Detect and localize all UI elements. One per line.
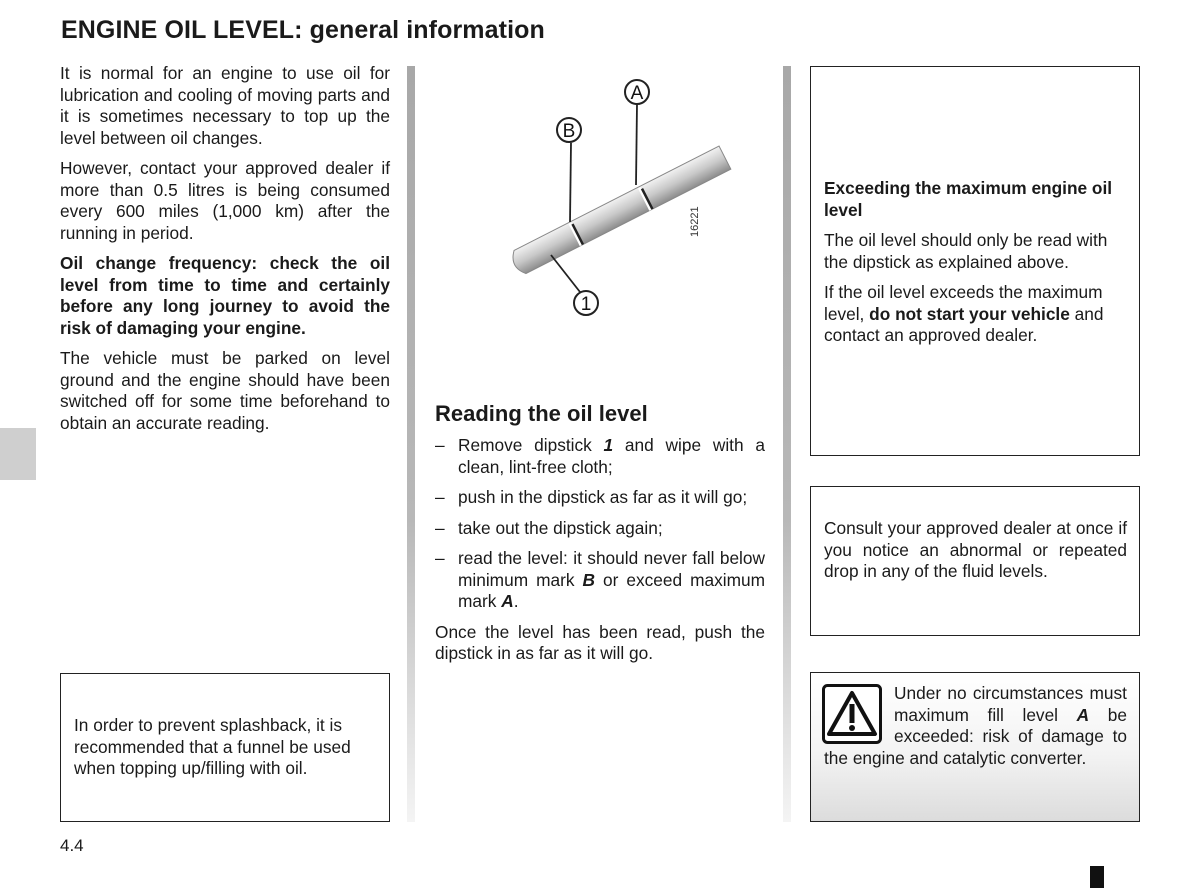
- warning-text-start: Under no circumstances must maximum fill level: [894, 683, 1127, 725]
- step-3-text: take out the dipstick again;: [458, 517, 663, 538]
- oil-change-frequency-note: Oil change frequency: check the oil level from time to time and certainly before any long journey to avoid the risk of damaging your engine.: [60, 253, 390, 338]
- page-corner-mark: [1090, 866, 1104, 888]
- figure-reference-code: 16221: [689, 206, 701, 237]
- step-dash: –: [435, 435, 445, 455]
- column-divider-2: [783, 66, 791, 822]
- label-a: A: [630, 83, 644, 104]
- funnel-note-text: In order to prevent splashback, it is recommended that a funnel be used when topping up/filling with oil.: [74, 715, 351, 778]
- column-divider-1: [407, 66, 415, 822]
- step-dash: –: [435, 487, 445, 507]
- step-item: [435, 548, 765, 613]
- step-dash: –: [435, 548, 445, 568]
- exceeding-heading: Exceeding the maximum engine oil level: [824, 178, 1113, 220]
- reading-steps: [435, 435, 765, 674]
- step-dash: –: [435, 517, 445, 538]
- mark-a-ref: A: [501, 591, 514, 611]
- step-1-text-end: and wipe with a clean, lint-free cloth;: [458, 435, 765, 477]
- step-2-text: push in the dipstick as far as it will go;: [458, 487, 748, 507]
- label-1: 1: [580, 294, 592, 315]
- page-number: 4.4: [60, 836, 84, 855]
- page-title: ENGINE OIL LEVEL: general information: [61, 16, 545, 44]
- step-4-text-end: .: [513, 591, 519, 611]
- exceeding-text: If the oil level exceeds the maximum level,: [824, 282, 1103, 324]
- intro-paragraph-4: The vehicle must be parked on level ground and the engine should have been switched off for some time beforehand to obtain an accurate reading.: [60, 348, 390, 433]
- step-item: [435, 435, 765, 478]
- do-not-start-warning: do not start your vehicle: [869, 303, 1070, 324]
- reading-heading: Reading the oil level: [435, 401, 648, 426]
- section-tab: [0, 428, 36, 480]
- funnel-note-box: [60, 673, 390, 822]
- exceeding-paragraph-2: [824, 282, 1127, 347]
- step-4-text-mid: or exceed maximum mark: [458, 569, 766, 611]
- consult-dealer-text: Consult your approved dealer at once if you notice an abnormal or repeated drop in any of the fluid levels.: [824, 518, 1127, 581]
- dipstick-illustration: [480, 72, 740, 332]
- step-item: [435, 518, 765, 540]
- step-1-text: Remove dipstick: [458, 435, 604, 455]
- label-b: B: [562, 121, 576, 142]
- exceeding-text-end: and contact an approved dealer.: [824, 303, 1104, 345]
- warning-text: [824, 683, 1127, 769]
- exceeding-box: [810, 66, 1140, 456]
- consult-dealer-box: [810, 486, 1140, 636]
- max-mark-ref: A: [1076, 704, 1090, 725]
- warning-text-end: be exceeded: risk of damage to the engine and catalytic converter.: [824, 704, 1127, 768]
- intro-column: [60, 63, 390, 443]
- step-item: [435, 487, 765, 509]
- warning-box: [810, 672, 1140, 822]
- dipstick-ref: 1: [603, 435, 614, 455]
- intro-paragraph-1: It is normal for an engine to use oil for lubrication and cooling of moving parts and it is sometimes necessary to top up the level between oil changes.: [60, 63, 390, 148]
- step-4-text: read the level: it should never fall below minimum mark: [458, 548, 765, 590]
- intro-paragraph-2: However, contact your approved dealer if more than 0.5 litres is being consumed every 600 miles (1,000 km) after the running in period.: [60, 158, 390, 243]
- exceeding-paragraph-1: The oil level should only be read with the dipstick as explained above.: [824, 230, 1108, 272]
- reading-after-text: Once the level has been read, push the dipstick in as far as it will go.: [435, 621, 765, 663]
- mark-b-ref: B: [582, 569, 595, 590]
